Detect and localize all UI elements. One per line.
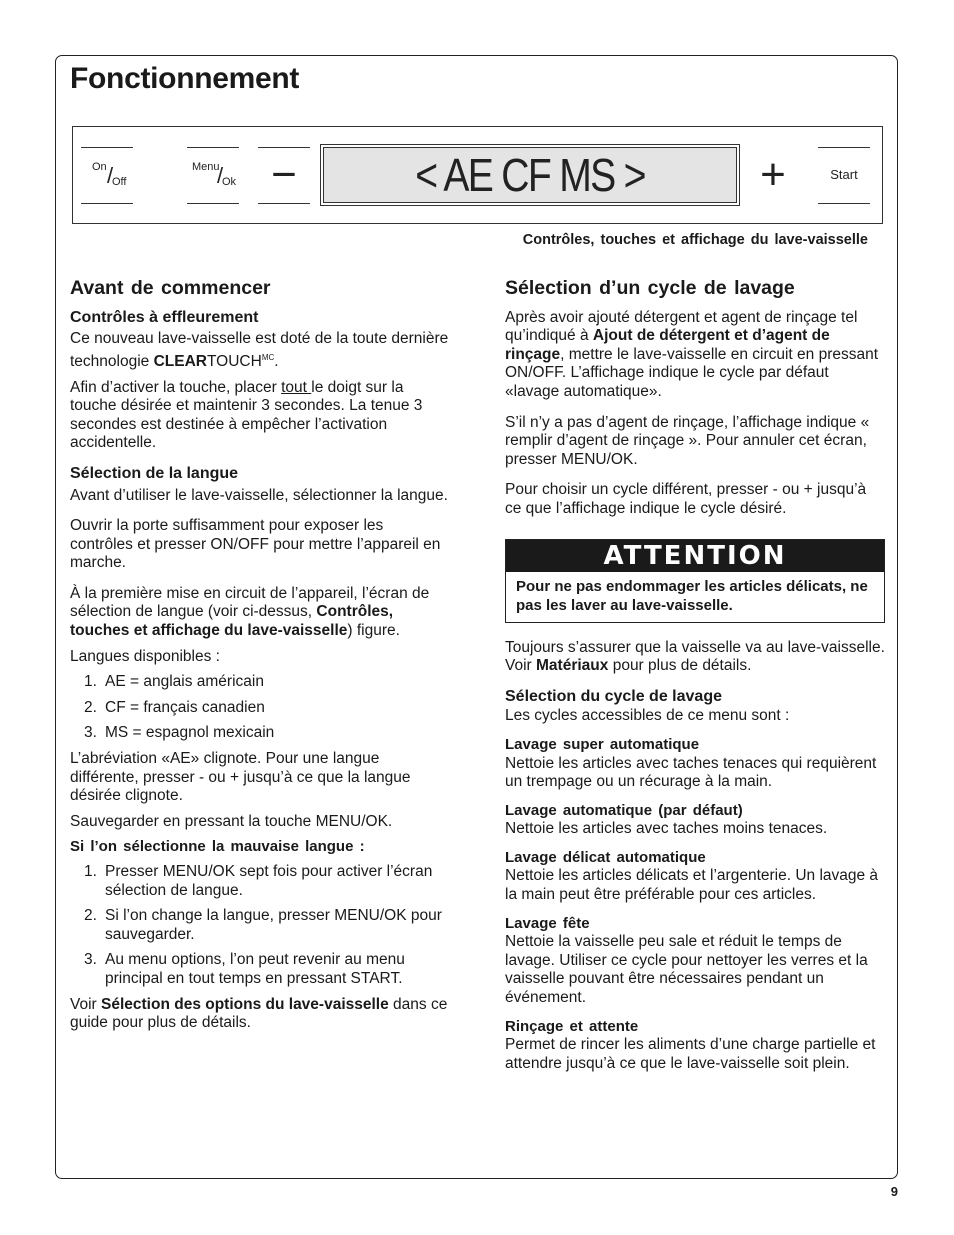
languages-list (70, 673, 450, 743)
touch-paragraph-1: Ce nouveau lave-vaisselle est doté de la toute dernière technologie $CLEARTOUCH^{MC}$. (70, 330, 449, 370)
see-options-paragraph: Voir Sélection des options du lave-vaisselle dans ce guide pour plus de détails. (70, 995, 448, 1032)
cycle-item: Lavage délicat automatique Nettoie les articles délicats et l’argenterie. Un lavage à la main peut être préférable pour ces articles. (505, 848, 879, 904)
right-column (505, 276, 885, 1083)
language-paragraph-3: À la première mise en circuit de l’appareil, l’écran de sélection de langue (voir ci-dessus, Contrôles, touches et affichage du lave-vaisselle) figure. (70, 584, 430, 640)
materials-paragraph: Toujours s’assurer que la vaisselle va au lave-vaisselle. Voir Matériaux pour plus de détails. (505, 638, 885, 675)
control-panel-illustration (72, 126, 883, 224)
language-display (323, 147, 737, 203)
cycle-selection-heading: Sélection du cycle de lavage (505, 687, 722, 705)
menu-label: Menu (192, 161, 220, 173)
plus-touch-key (747, 147, 799, 204)
minus-touch-key (258, 147, 310, 204)
minus-icon: − (271, 150, 297, 199)
ok-label: Ok (222, 176, 237, 188)
display-text: < AE CF MS > (415, 149, 645, 201)
list-item: 3. MS = espagnol mexicain (84, 724, 275, 742)
cycle-item: Rinçage et attente Permet de rincer les aliments d’une charge partielle et attendre jusqu’à ce que le lave-vaisselle soit plein. (505, 1017, 876, 1072)
plus-icon: + (760, 150, 786, 199)
menu-ok-touch-key: Menu / Ok (187, 147, 239, 204)
cycle-paragraph-1: Après avoir ajouté détergent et agent de rinçage tel qu’indiqué à Ajout de détergent et d’agent de rinçage, mettre le lave-vaisselle en circuit en pressant ON/OFF. L’affichage indique le cycle par défaut «lavage automatique». (505, 308, 879, 400)
cycle-intro: Les cycles accessibles de ce menu sont : (505, 707, 790, 725)
wrong-language-steps (70, 863, 450, 989)
language-paragraph-5: Sauvegarder en pressant la touche MENU/OK. (70, 812, 393, 830)
list-item: 1. Presser MENU/OK sept fois pour activer l’écran sélection de langue. (84, 863, 433, 899)
wrong-language-heading: Si l’on sélectionne la mauvaise langue : (70, 838, 365, 856)
page-title: Fonctionnement (70, 62, 300, 95)
languages-available-label: Langues disponibles : (70, 647, 220, 665)
left-column (70, 276, 450, 1040)
onoff-touch-key: On / Off (81, 147, 133, 204)
attention-title: ATTENTION (506, 540, 884, 572)
attention-box (505, 539, 885, 623)
list-item: 2. CF = français canadien (84, 698, 265, 716)
cycle-item: Lavage super automatique Nettoie les articles avec taches tenaces qui requièrent un trempage ou un récurage à la main. (505, 735, 877, 791)
cycle-item: Lavage fête Nettoie la vaisselle peu sale et réduit le temps de lavage. Utiliser ce cycle pour nettoyer les verres et la vaisselle pouvant être nécessaires pendant un événement. (505, 914, 868, 1007)
page-number: 9 (890, 1184, 898, 1199)
language-paragraph-1: Avant d’utiliser le lave-vaisselle, sélectionner la langue. (70, 486, 448, 504)
section-heading-cycle-selection: Sélection d’un cycle de lavage (505, 277, 795, 299)
language-paragraph-2: Ouvrir la porte suffisamment pour exposer les contrôles et presser ON/OFF pour mettre l’appareil en marche. (70, 517, 441, 572)
start-label: Start (830, 167, 858, 182)
cycle-item: Lavage automatique (par défaut) Nettoie les articles avec taches moins tenaces. (505, 801, 828, 838)
language-heading: Sélection de la langue (70, 464, 239, 482)
list-item: 3. Au menu options, l’on peut revenir au menu principal en tout temps en pressant START. (84, 951, 405, 987)
onoff-on-label: On (92, 161, 107, 173)
list-item: 1. AE = anglais américain (84, 673, 264, 691)
touch-controls-heading: Contrôles à effleurement (70, 308, 259, 326)
touch-paragraph-2: Afin d’activer la touche, placer tout le doigt sur la touche désirée et maintenir 3 secondes. La tenue 3 secondes est destinée à empêcher l’activation accidentelle. (70, 378, 423, 452)
attention-text: Pour ne pas endommager les articles délicats, ne pas les laver au lave-vaisselle. (516, 577, 868, 615)
cycle-paragraph-2: S’il n’y a pas d’agent de rinçage, l’affichage indique « remplir d’agent de rinçage ». Pour annuler cet écran, presser MENU/OK. (505, 413, 870, 468)
onoff-off-label: Off (112, 176, 127, 188)
section-heading-before-start: Avant de commencer (70, 277, 271, 299)
start-touch-key (818, 147, 870, 204)
language-paragraph-4: L’abréviation «AE» clignote. Pour une langue différente, presser - ou + jusqu’à ce que la langue désirée clignote. (70, 750, 411, 805)
figure-caption: Contrôles, touches et affichage du lave-vaisselle (522, 232, 868, 248)
cycle-paragraph-3: Pour choisir un cycle différent, presser - ou + jusqu’à ce que l’affichage indique le cycle désiré. (505, 481, 867, 517)
list-item: 2. Si l’on change la langue, presser MENU/OK pour sauvegarder. (84, 907, 442, 943)
